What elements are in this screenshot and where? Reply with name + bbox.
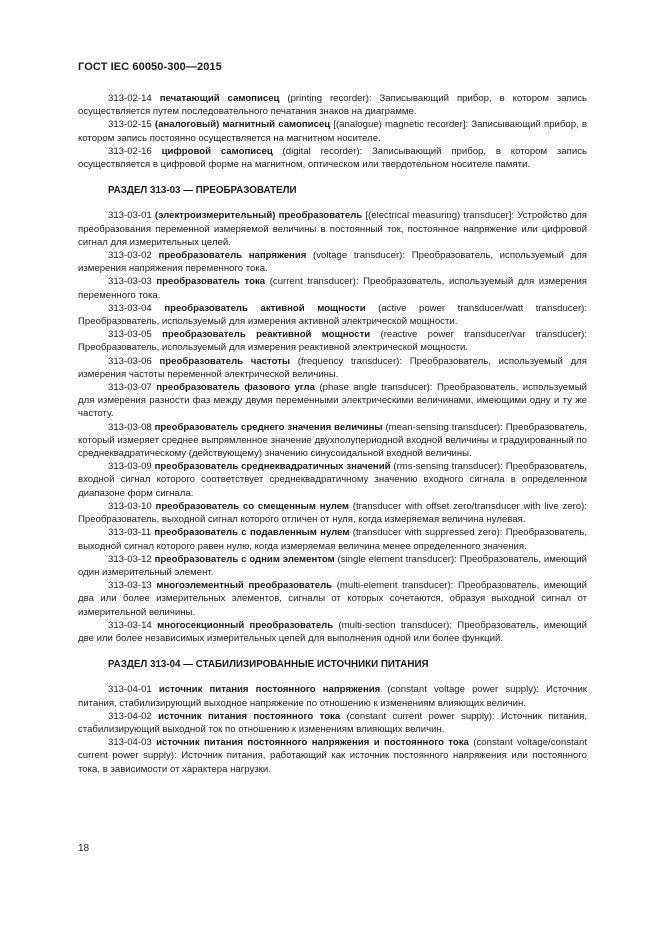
entry-term: преобразователь реактивной мощности [162,329,371,341]
term-entry [78,710,587,736]
entry-number: 313-03-12 [108,553,152,565]
term-entry [78,526,587,552]
term-entry [78,302,587,328]
entry-number: 313-04-02 [108,710,152,722]
entry-definition: (phase angle transducer): Преобразователь, используемый для измерения разности фаз между двумя переменными электрическими величинами, имеющими одну и ту же частоту. [78,382,587,420]
entry-term: (аналоговый) магнитный самописец [154,119,331,131]
entry-number: 313-04-01 [108,684,152,696]
term-entry [78,92,587,118]
entry-number: 313-03-07 [108,382,152,394]
term-entry [78,145,587,171]
section-heading: РАЗДЕЛ 313-03 — ПРЕОБРАЗОВАТЕЛИ [108,185,297,197]
term-entry [78,118,587,144]
entry-number: 313-03-02 [108,250,152,262]
entry-definition: [(analogue) magnetic recorder]: Записывающий прибор, в котором запись постоянно осуществляется на магнитном носителе. [78,119,587,144]
entry-term: печатающий самописец [159,93,280,104]
term-entry [78,736,587,776]
entry-term: преобразователь с подавленным нулем [154,527,350,539]
entry-definition: (constant voltage power supply): Источник питания, стабилизирующий выходное напряжение по отношению к изменениям влияющих величин. [78,684,588,709]
term-entry [78,683,587,709]
entry-term: многоэлементный преобразователь [156,580,333,592]
entry-term: многосекционный преобразователь [157,619,334,631]
entry-term: преобразователь напряжения [158,250,307,262]
entry-definition: (constant current power supply): Источник питания, стабилизирующий выходной ток по отношению к изменениям влияющих величин. [78,710,587,735]
entry-term: преобразователь частоты [159,355,291,367]
term-entry [78,355,587,381]
entry-term: преобразователь среднеквадратичных значений [154,461,391,473]
entry-term: преобразователь с одним элементом [154,553,335,565]
term-entry [78,553,587,579]
entry-definition: (single element transducer): Преобразователь, имеющий один измерительный элемент. [78,553,587,578]
entry-term: преобразователь среднего значения величины [154,421,383,433]
entry-term: преобразователь фазового угла [156,382,315,394]
entry-definition: [(electrical measuring) transducer]: Устройство для преобразования переменной измеряемой величины в постоянный ток, постоянное напряжение или цифровой сигнал для измерительных целей. [78,210,587,248]
entry-number: 313-03-14 [108,619,152,631]
entry-number: 313-03-03 [108,276,152,288]
entry-term: (электроизмерительный) преобразователь [154,210,363,222]
page-number: 18 [78,843,90,854]
term-entry [78,328,587,354]
entry-term: источник питания постоянного напряжения и постоянного тока [156,737,469,749]
entry-number: 313-03-08 [108,421,152,433]
entry-number: 313-03-06 [108,355,152,367]
entry-number: 313-03-01 [108,210,152,222]
document-header: ГОСТ IEC 60050-300—2015 [78,61,222,73]
entry-definition: (digital recorder): Записывающий прибор, в котором запись осуществляется в цифровой форме на магнитном, оптическом или твердотельном носителе памяти. [78,145,587,171]
entry-definition: (frequency transducer): Преобразователь, используемый для измерения частоты переменной электрической величины. [78,355,587,380]
entry-number: 313-03-10 [108,500,152,512]
entry-definition: (reactive power transducer/var transducer): Преобразователь, используемый для измерения реактивной электрической мощности. [78,329,587,354]
term-entry [78,209,587,249]
entry-definition: (current transducer): Преобразователь, используемый для измерения переменного тока. [78,276,587,301]
term-entry [78,500,587,526]
entry-term: преобразователь со смещенным нулем [155,500,350,512]
entry-definition: (active power transducer/watt transducer): Преобразователь, используемый для измерения активной электрической мощности. [78,302,587,328]
entry-number: 313-03-11 [108,527,152,539]
entry-term: цифровой самописец [161,145,273,157]
entry-number: 313-02-16 [108,145,152,157]
term-entry [78,460,587,500]
section-heading: РАЗДЕЛ 313-04 — СТАБИЛИЗИРОВАННЫЕ ИСТОЧНИКИ ПИТАНИЯ [108,659,429,671]
entry-number: 313-02-15 [108,119,152,131]
entry-number: 313-03-09 [108,461,152,473]
entry-definition: (constant voltage/constant current power supply): Источник питания, работающий как источник постоянного напряжения или постоянного тока, в зависимости от характера нагрузки. [78,737,587,775]
entry-number: 313-02-14 [108,93,152,104]
term-entry [78,249,587,275]
term-entry [78,619,587,645]
entry-term: источник питания постоянного напряжения [158,684,381,696]
entry-definition: (mean-sensing transducer): Преобразователь, который измеряет среднее выпрямленное значение двухполупериодной входной величины и градуированный по среднеквадратическому (действующему) значению синусоидальной входной величины. [78,421,588,460]
entry-definition: (multi-element transducer): Преобразователь, имеющий два или более измерительных элементов, сигналы от которых сочетаются, образуя выходной сигнал от измерительной величины. [78,580,587,618]
document-body [78,92,587,776]
term-entry [78,579,587,619]
entry-definition: (transducer with suppressed zero): Преобразователь, выходной сигнал которого равен нулю, когда измеряемая величина менее определенного значения. [78,527,588,552]
entry-definition: (multi-section transducer): Преобразователь, имеющий две или более независимых измерительных цепей для выполнения одной или более функций. [78,619,587,644]
entry-definition: (rms-sensing transducer): Преобразователь, входной сигнал которого соответствует среднеквадратичному значению входного сигнала в определенном диапазоне форм сигнала. [78,461,587,499]
entry-number: 313-03-05 [108,329,152,341]
entry-definition: (voltage transducer): Преобразователь, используемый для измерения напряжения переменного тока. [78,250,588,275]
entry-term: преобразователь активной мощности [164,302,366,314]
entry-number: 313-04-03 [108,737,152,749]
term-entry [78,381,587,421]
term-entry [78,275,587,301]
entry-number: 313-03-13 [108,580,152,592]
entry-term: источник питания постоянного тока [158,710,341,722]
entry-definition: (printing recorder): Записывающий прибор, в котором запись осуществляется путем последовательного печатания знаков на диаграмме. [78,93,587,118]
entry-number: 313-03-04 [108,302,152,314]
entry-term: преобразователь тока [156,276,266,288]
term-entry [78,421,587,461]
entry-definition: (transducer with offset zero/transducer with live zero): Преобразователь, выходной сигнал которого отличен от нуля, когда измеряемая величина нулевая. [78,500,587,526]
